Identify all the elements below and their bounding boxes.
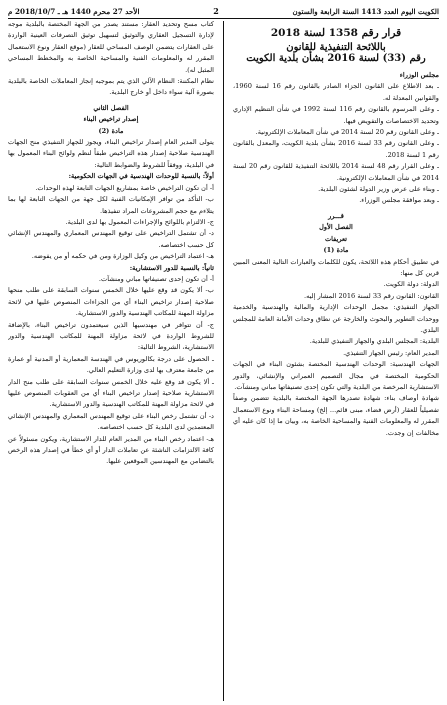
preamble-line: ـ وعلى القانون رقم 33 لسنة 2016 بشأن بلدية الكويت، والمعدل بالقانون رقم 1 لسنة 2018. xyxy=(233,139,439,159)
chapter-title: إصدار تراخيص البناء xyxy=(83,115,139,124)
header-date: الأحد 27 محرم 1440 هـ ـ 2018/10/7 م xyxy=(8,7,140,16)
preamble-line: ـ وعلى القرار رقم 48 لسنة 2014 باللائحة التنفيذية للقانون رقم 20 لسنة 2014 في شأن المعاملات الإلكترونية. xyxy=(233,162,439,182)
column-divider xyxy=(223,21,224,701)
columns xyxy=(8,19,439,701)
definition-line: الجهات الهندسية: الوحدات الهندسية المختصة بشئون البناء في الجهات الحكومية المختصة في مجال التصميم العمراني والإنشائي، والدور الاستشارية المرخصة من البلدية والتي تكون إحدى تصنيفاتها مباني ومنشآت. xyxy=(233,360,439,391)
clause-line: أ- أن تكون التراخيص خاصة بمشاريع الجهات التابعة لهذه الوحدات. xyxy=(35,183,214,192)
chapter-heading: الفصل الأول xyxy=(319,223,353,232)
preamble-line: ـ وعلى القانون رقم 20 لسنة 2014 في شأن المعاملات الإلكترونية. xyxy=(255,128,439,137)
definition-line: شهادة أوصاف بناء: شهادة تصدرها الجهة المختصة بالبلدية تتضمن وصفاً تفصيلياً للعقار (أرض فضاء، مبنى قائم... إلخ) ومساحة البناء ونوع الاستعمال المقرر له والمعلومات الفنية والمساحية الخاصة به، وبيان ما إذا كان عليه أي مخالفات إن وجدت. xyxy=(233,394,439,437)
section-heading: ثانياً: بالنسبة للدور الاستشارية: xyxy=(129,263,214,272)
clause-line: ب- ألا يكون قد وقع عليها خلال الخمس سنوات السابقة على طلب منحها صلاحية إصدار تراخيص البناء أي من الجزاءات المنصوص عليها في لائحة مزاولة المهنة للمكاتب الهندسية والدور الاستشارية. xyxy=(8,286,214,318)
definition-line: كتاب مسح وتحديد العقار: مستند يصدر من الجهة المختصة بالبلدية موجه لإدارة التسجيل العقاري والتوثيق لتسهيل توثيق التصرفات العينية الواردة على العقارات يتضمن الوصف المساحي للعقار (موقع العقار ونوع الاستعمال المقرر له والمعلومات الفنية والمساحية الخاصة به والمخطط المساحي المثبل له). xyxy=(8,20,214,74)
chapter-title: تعريفات xyxy=(324,234,348,243)
definition-line: المدير العام: رئيس الجهاز التنفيذي. xyxy=(343,348,439,357)
clause-line: ـ ألا يكون قد وقع عليه خلال الخمس سنوات السابقة على طلب منح الدار الاستشارية صلاحية إصدار تراخيص البناء أي من العقوبات المنصوص عليها في لائحة مزاولة المهنة للمكاتب الهندسية والدور الاستشارية. xyxy=(8,377,214,409)
clause-line: ـ الحصول على درجة بكالوريوس في الهندسة المعمارية أو المدنية أو عمارة من جامعة معترف بها لدى وزارة التعليم العالي. xyxy=(8,354,214,375)
clause-line: ج- الالتزام باللوائح والإجراءات المعمول بها لدى البلدية. xyxy=(65,217,214,226)
preamble-line: ـ وبعد موافقة مجلس الوزراء. xyxy=(359,196,439,205)
page-header xyxy=(8,4,439,19)
clause-line: أ- أن تكون إحدى تصنيفاتها مباني ومنشآت. xyxy=(98,274,214,283)
page-number: 2 xyxy=(213,6,219,16)
definition-line: في تطبيق أحكام هذه اللائحة، يكون للكلمات والعبارات التالية المعنى المبين قرين كل منها: xyxy=(233,257,439,277)
council-heading: مجلس الوزراء xyxy=(399,71,439,79)
decree-subtitle: باللائحة التنفيذية للقانون رقم (33) لسنة 2016 بشأن بلدية الكويت xyxy=(246,42,426,64)
preamble-line: ـ بعد الاطلاع على القانون الجزاء الصادر بالقانون رقم 16 لسنة 1960، والقوانين المعدلة له. xyxy=(233,82,439,102)
header-issue: الكويت اليوم العدد 1413 السنة الرابعة والستون xyxy=(292,7,439,16)
clause-line: ج- أن تتوافر في مهندسيها الذين سيعتمدون تراخيص البناء، بالإضافة للشروط الواردة في لائحة مزاولة المهنة للمكاتب الهندسية والدور الاستشارية، الشروط التالية: xyxy=(8,320,214,352)
preamble-line: ـ وعلى المرسوم بالقانون رقم 116 لسنة 1992 في شأن التنظيم الإداري وتحديد الاختصاصات والتفويض فيها. xyxy=(233,105,439,125)
clause-line: هـ- اعتماد التراخيص من وكيل الوزارة ومن في حكمه أو من يفوضه. xyxy=(31,252,214,261)
clause-line: هـ- اعتماد رخص البناء من المدير العام للدار الاستشارية، ويكون مسئولاً عن كافة الالتزامات الناشئة عن تعاملات الدار أو أي خطأ في إصدار هذه الرخص بالتضامن مع المهندسين الموقعين عليها. xyxy=(8,434,214,466)
chapter-heading: الفصل الثاني xyxy=(93,103,129,112)
article-heading: مادة (2) xyxy=(98,126,124,135)
article-text: يتولى المدير العام إصدار تراخيص البناء، ويجوز للجهاز التنفيذي منح الجهات الهندسية صلاحية إصدار هذه التراخيص طبقاً لنظم ولوائح البناء المعمول بها في البلدية، ووفقاً للشروط والضوابط التالية: xyxy=(8,138,214,169)
definition-line: القانون: القانون رقم 33 لسنة 2016 المشار إليه. xyxy=(304,291,439,300)
article-heading: مادة (1) xyxy=(323,246,349,255)
clause-line: ب- التأكد من توافر الإمكانيات الفنية لكل جهة من الجهات التابعة لها بما يتلاءم مع حجم المشروعات المراد تنفيذها. xyxy=(8,195,214,215)
right-column xyxy=(228,19,439,701)
definition-line: البلدية: المجلس البلدي والجهاز التنفيذي للبلدية. xyxy=(309,337,439,346)
left-column xyxy=(8,19,219,701)
definition-line: الجهاز التنفيذي: مجمل الوحدات الإدارية والمالية والهندسية والخدمية ووحدات التطوير والبحوث والخارجة عن نطاق وحدات الأمانة العامة للمجلس البلدي. xyxy=(233,303,439,334)
decree-title: قرار رقم 1358 لسنة 2018 xyxy=(270,27,402,39)
preamble-line: ـ وبناء على عرض وزير الدولة لشئون البلدية. xyxy=(318,185,439,194)
clause-line: د- أن تشتمل التراخيص على توقيع المهندس المعماري والمهندس الإنشائي كل حسب اختصاصه. xyxy=(8,229,214,249)
decided-heading: قـــرر xyxy=(328,211,344,220)
clause-line: د- أن تشتمل رخص البناء على توقيع المهندس المعماري والمهندس الإنشائي المعتمدين لدى البلدية كل حسب اختصاصه. xyxy=(8,411,214,432)
definition-line: نظام المكننة: النظام الآلي الذي يتم بموجبه إنجاز المعاملات الخاصة بالبلدية بصورة آلية سواء داخل أو خارج البلدية. xyxy=(8,77,214,97)
section-heading: أولاً: بالنسبة للوحدات الهندسية في الجهات الحكومية: xyxy=(68,172,214,181)
definition-line: الدولة: دولة الكويت. xyxy=(383,280,439,289)
